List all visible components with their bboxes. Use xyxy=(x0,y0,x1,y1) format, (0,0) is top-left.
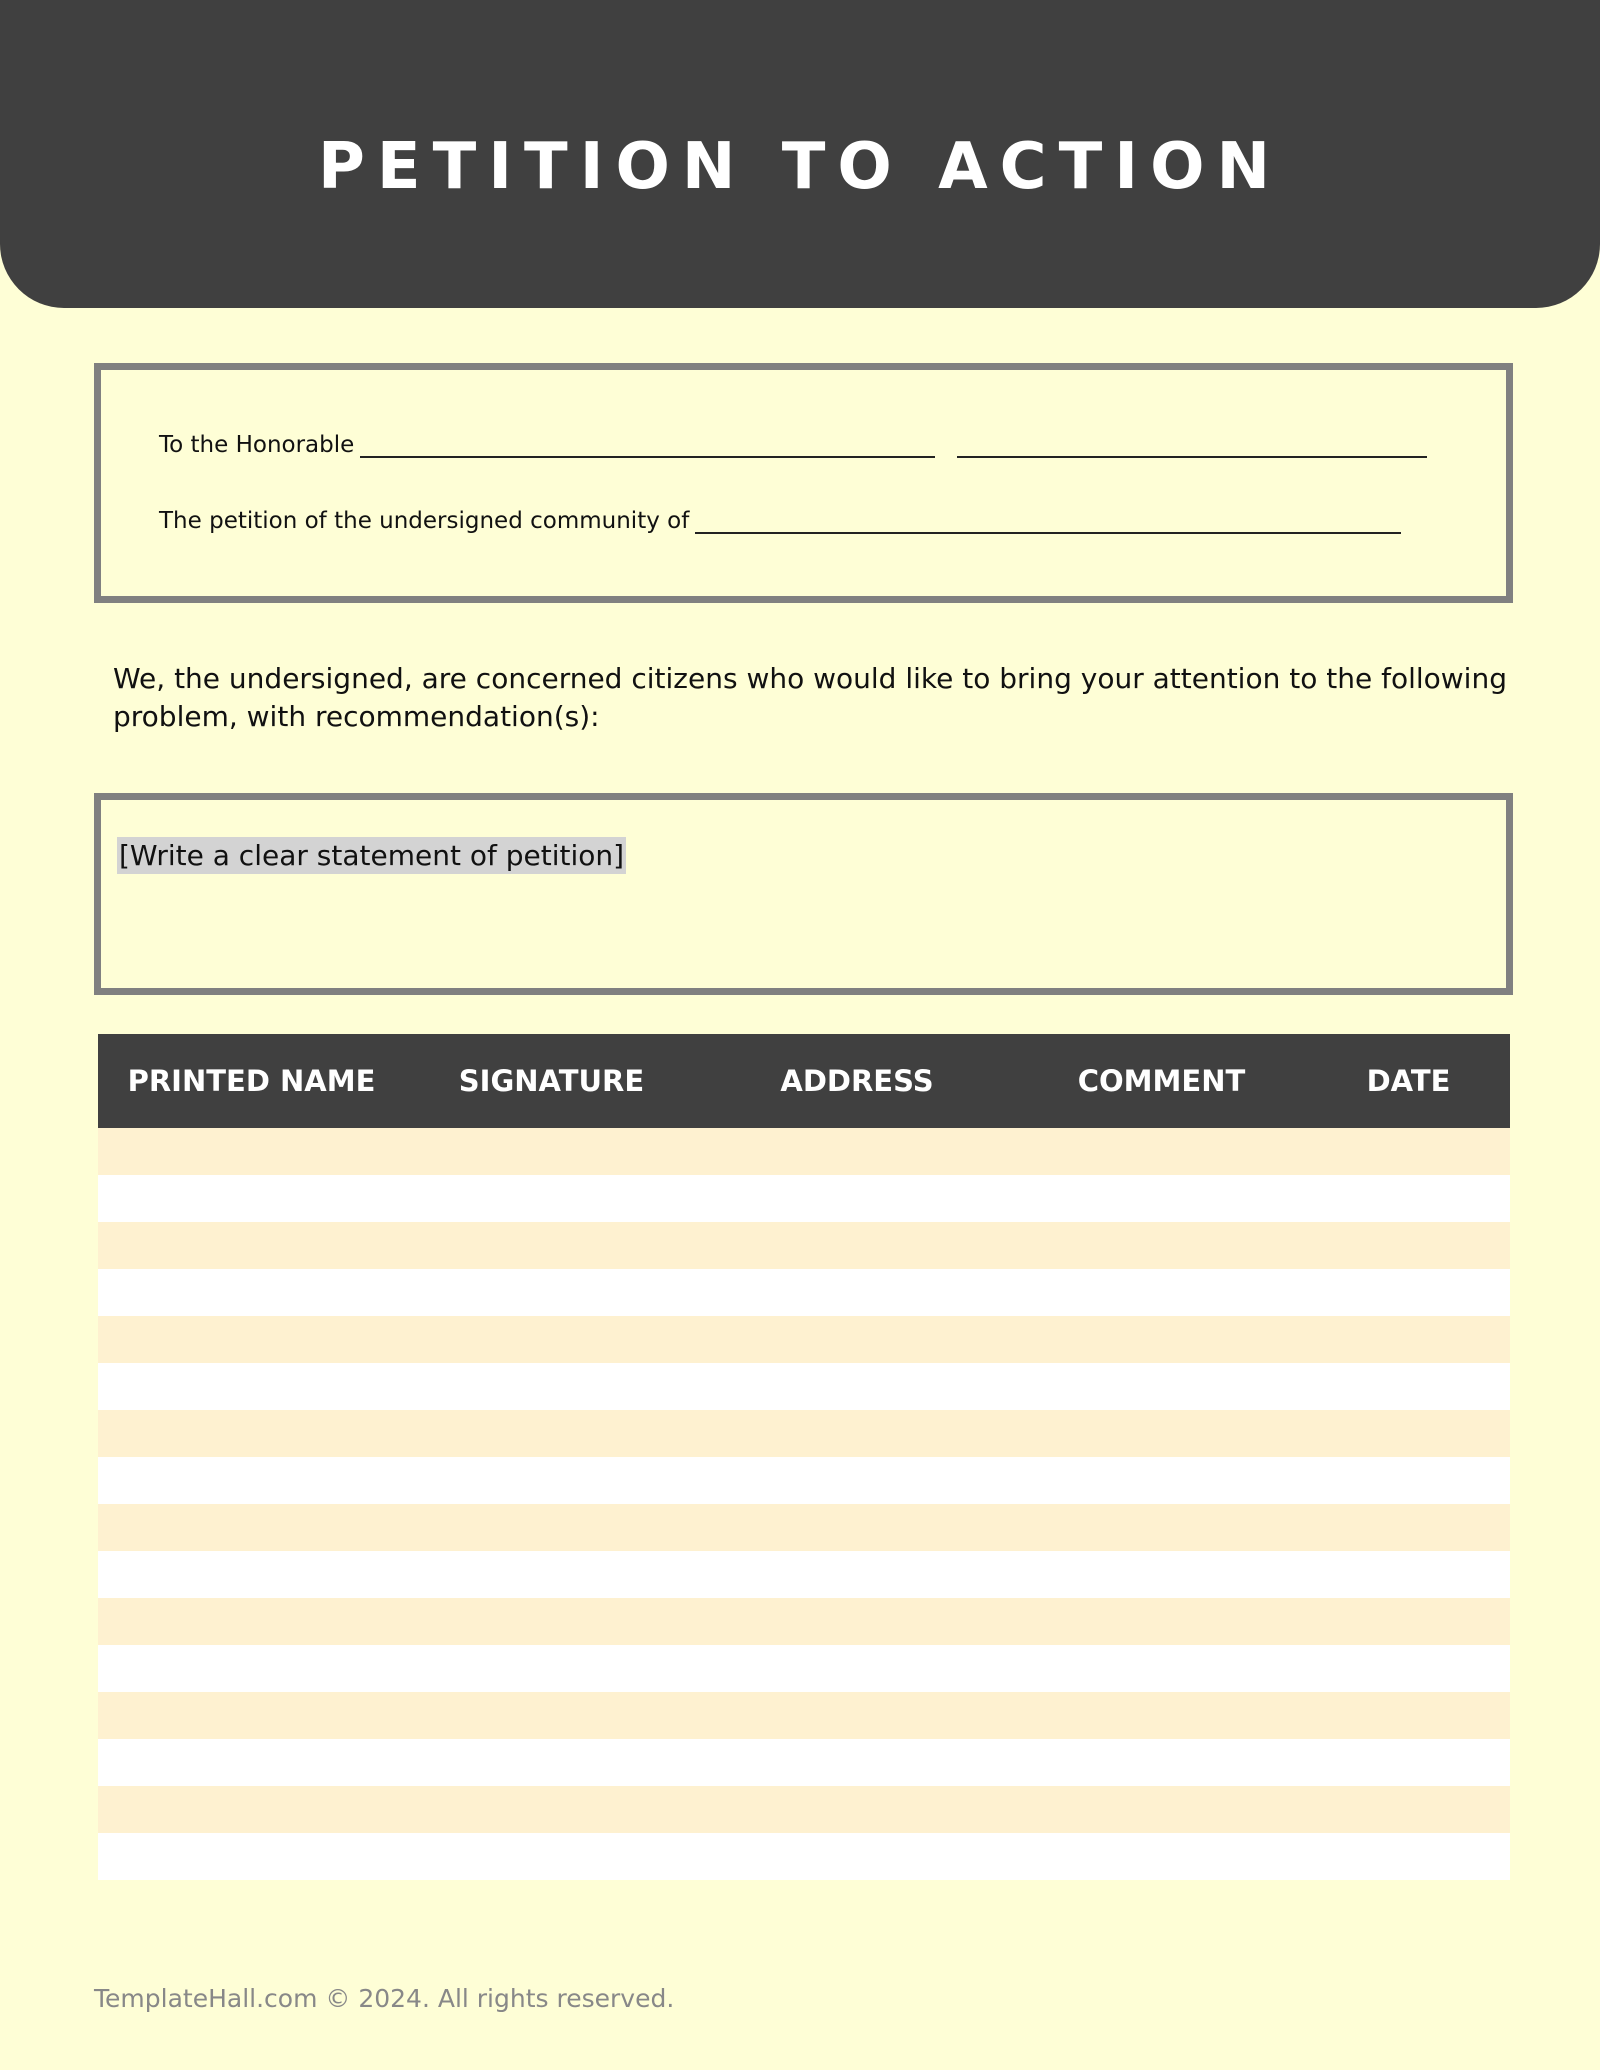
table-row xyxy=(98,1410,1510,1457)
table-cell[interactable] xyxy=(98,1410,405,1457)
table-cell[interactable] xyxy=(98,1128,405,1175)
table-row xyxy=(98,1175,1510,1222)
table-cell[interactable] xyxy=(1016,1316,1307,1363)
table-cell[interactable] xyxy=(698,1645,1016,1692)
honorable-row xyxy=(159,432,1427,458)
honorable-title-field[interactable] xyxy=(957,432,1427,458)
col-printed-name: PRINTED NAME xyxy=(98,1034,405,1128)
table-cell[interactable] xyxy=(1016,1504,1307,1551)
table-header-row xyxy=(98,1034,1510,1128)
table-cell[interactable] xyxy=(405,1504,698,1551)
table-cell[interactable] xyxy=(1307,1269,1510,1316)
community-label: The petition of the undersigned community of xyxy=(159,508,690,534)
table-cell[interactable] xyxy=(698,1551,1016,1598)
header-banner xyxy=(0,0,1600,308)
table-cell[interactable] xyxy=(1016,1269,1307,1316)
table-cell[interactable] xyxy=(1307,1457,1510,1504)
table-cell[interactable] xyxy=(1016,1457,1307,1504)
col-address: ADDRESS xyxy=(698,1034,1016,1128)
table-cell[interactable] xyxy=(1016,1692,1307,1739)
table-cell[interactable] xyxy=(1307,1598,1510,1645)
table-cell[interactable] xyxy=(405,1222,698,1269)
statement-placeholder[interactable]: [Write a clear statement of petition] xyxy=(119,839,625,872)
col-comment: COMMENT xyxy=(1016,1034,1307,1128)
table-cell[interactable] xyxy=(698,1504,1016,1551)
table-cell[interactable] xyxy=(698,1269,1016,1316)
table-row xyxy=(98,1786,1510,1833)
table-cell[interactable] xyxy=(698,1786,1016,1833)
table-cell[interactable] xyxy=(698,1222,1016,1269)
table-cell[interactable] xyxy=(1307,1128,1510,1175)
table-row xyxy=(98,1316,1510,1363)
table-cell[interactable] xyxy=(405,1269,698,1316)
table-cell[interactable] xyxy=(1016,1645,1307,1692)
table-row xyxy=(98,1598,1510,1645)
table-cell[interactable] xyxy=(698,1739,1016,1786)
table-cell[interactable] xyxy=(1307,1551,1510,1598)
table-cell[interactable] xyxy=(98,1645,405,1692)
community-field[interactable] xyxy=(695,508,1401,534)
table-cell[interactable] xyxy=(1307,1692,1510,1739)
table-cell[interactable] xyxy=(698,1316,1016,1363)
table-row xyxy=(98,1551,1510,1598)
table-row xyxy=(98,1457,1510,1504)
table-cell[interactable] xyxy=(1016,1410,1307,1457)
table-cell[interactable] xyxy=(98,1786,405,1833)
table-cell[interactable] xyxy=(405,1363,698,1410)
table-cell[interactable] xyxy=(698,1598,1016,1645)
honorable-name-field[interactable] xyxy=(360,432,935,458)
page-title: PETITION TO ACTION xyxy=(317,130,1283,204)
table-cell[interactable] xyxy=(405,1128,698,1175)
address-box xyxy=(94,363,1513,603)
table-cell[interactable] xyxy=(1307,1222,1510,1269)
table-row xyxy=(98,1222,1510,1269)
table-cell[interactable] xyxy=(1016,1551,1307,1598)
table-cell[interactable] xyxy=(405,1316,698,1363)
table-cell[interactable] xyxy=(1307,1316,1510,1363)
table-cell[interactable] xyxy=(405,1410,698,1457)
table-cell[interactable] xyxy=(1307,1363,1510,1410)
table-cell[interactable] xyxy=(405,1175,698,1222)
table-cell[interactable] xyxy=(405,1645,698,1692)
table-row xyxy=(98,1645,1510,1692)
honorable-label: To the Honorable xyxy=(159,432,355,458)
table-cell[interactable] xyxy=(698,1457,1016,1504)
table-cell[interactable] xyxy=(98,1551,405,1598)
intro-paragraph: We, the undersigned, are concerned citizens who would like to bring your attention to the following problem, with recommendation(s): xyxy=(113,662,1507,733)
table-cell[interactable] xyxy=(98,1316,405,1363)
table-cell[interactable] xyxy=(1016,1739,1307,1786)
table-row xyxy=(98,1363,1510,1410)
table-row xyxy=(98,1128,1510,1175)
table-cell[interactable] xyxy=(405,1833,698,1880)
table-cell[interactable] xyxy=(405,1598,698,1645)
table-cell[interactable] xyxy=(98,1833,405,1880)
table-cell[interactable] xyxy=(405,1457,698,1504)
table-cell[interactable] xyxy=(405,1551,698,1598)
table-cell[interactable] xyxy=(1016,1786,1307,1833)
footer-copyright: TemplateHall.com © 2024. All rights reserved. xyxy=(94,1984,675,2013)
table-cell[interactable] xyxy=(1307,1739,1510,1786)
table-cell[interactable] xyxy=(1307,1645,1510,1692)
statement-box[interactable] xyxy=(94,793,1513,995)
table-cell[interactable] xyxy=(1016,1128,1307,1175)
table-cell[interactable] xyxy=(698,1692,1016,1739)
table-cell[interactable] xyxy=(98,1269,405,1316)
table-cell[interactable] xyxy=(698,1833,1016,1880)
table-cell[interactable] xyxy=(1016,1175,1307,1222)
table-row xyxy=(98,1269,1510,1316)
table-cell[interactable] xyxy=(98,1363,405,1410)
table-row xyxy=(98,1739,1510,1786)
table-cell[interactable] xyxy=(405,1786,698,1833)
table-cell[interactable] xyxy=(405,1692,698,1739)
table-cell[interactable] xyxy=(98,1457,405,1504)
col-date: DATE xyxy=(1307,1034,1510,1128)
table-cell[interactable] xyxy=(98,1222,405,1269)
table-cell[interactable] xyxy=(98,1692,405,1739)
table-cell[interactable] xyxy=(698,1128,1016,1175)
table-cell[interactable] xyxy=(98,1504,405,1551)
table-row xyxy=(98,1833,1510,1880)
table-cell[interactable] xyxy=(1016,1222,1307,1269)
table-cell[interactable] xyxy=(1016,1363,1307,1410)
table-row xyxy=(98,1504,1510,1551)
table-cell[interactable] xyxy=(1307,1786,1510,1833)
table-cell[interactable] xyxy=(98,1175,405,1222)
table-cell[interactable] xyxy=(1016,1833,1307,1880)
table-cell[interactable] xyxy=(698,1363,1016,1410)
table-cell[interactable] xyxy=(1307,1175,1510,1222)
col-signature: SIGNATURE xyxy=(405,1034,698,1128)
table-cell[interactable] xyxy=(1016,1598,1307,1645)
table-cell[interactable] xyxy=(98,1739,405,1786)
table-cell[interactable] xyxy=(1307,1833,1510,1880)
table-cell[interactable] xyxy=(1307,1410,1510,1457)
table-cell[interactable] xyxy=(405,1739,698,1786)
signature-table xyxy=(98,1034,1510,1880)
table-cell[interactable] xyxy=(698,1175,1016,1222)
table-cell[interactable] xyxy=(98,1598,405,1645)
table-cell[interactable] xyxy=(698,1410,1016,1457)
table-row xyxy=(98,1692,1510,1739)
community-row xyxy=(159,508,1401,534)
table-cell[interactable] xyxy=(1307,1504,1510,1551)
